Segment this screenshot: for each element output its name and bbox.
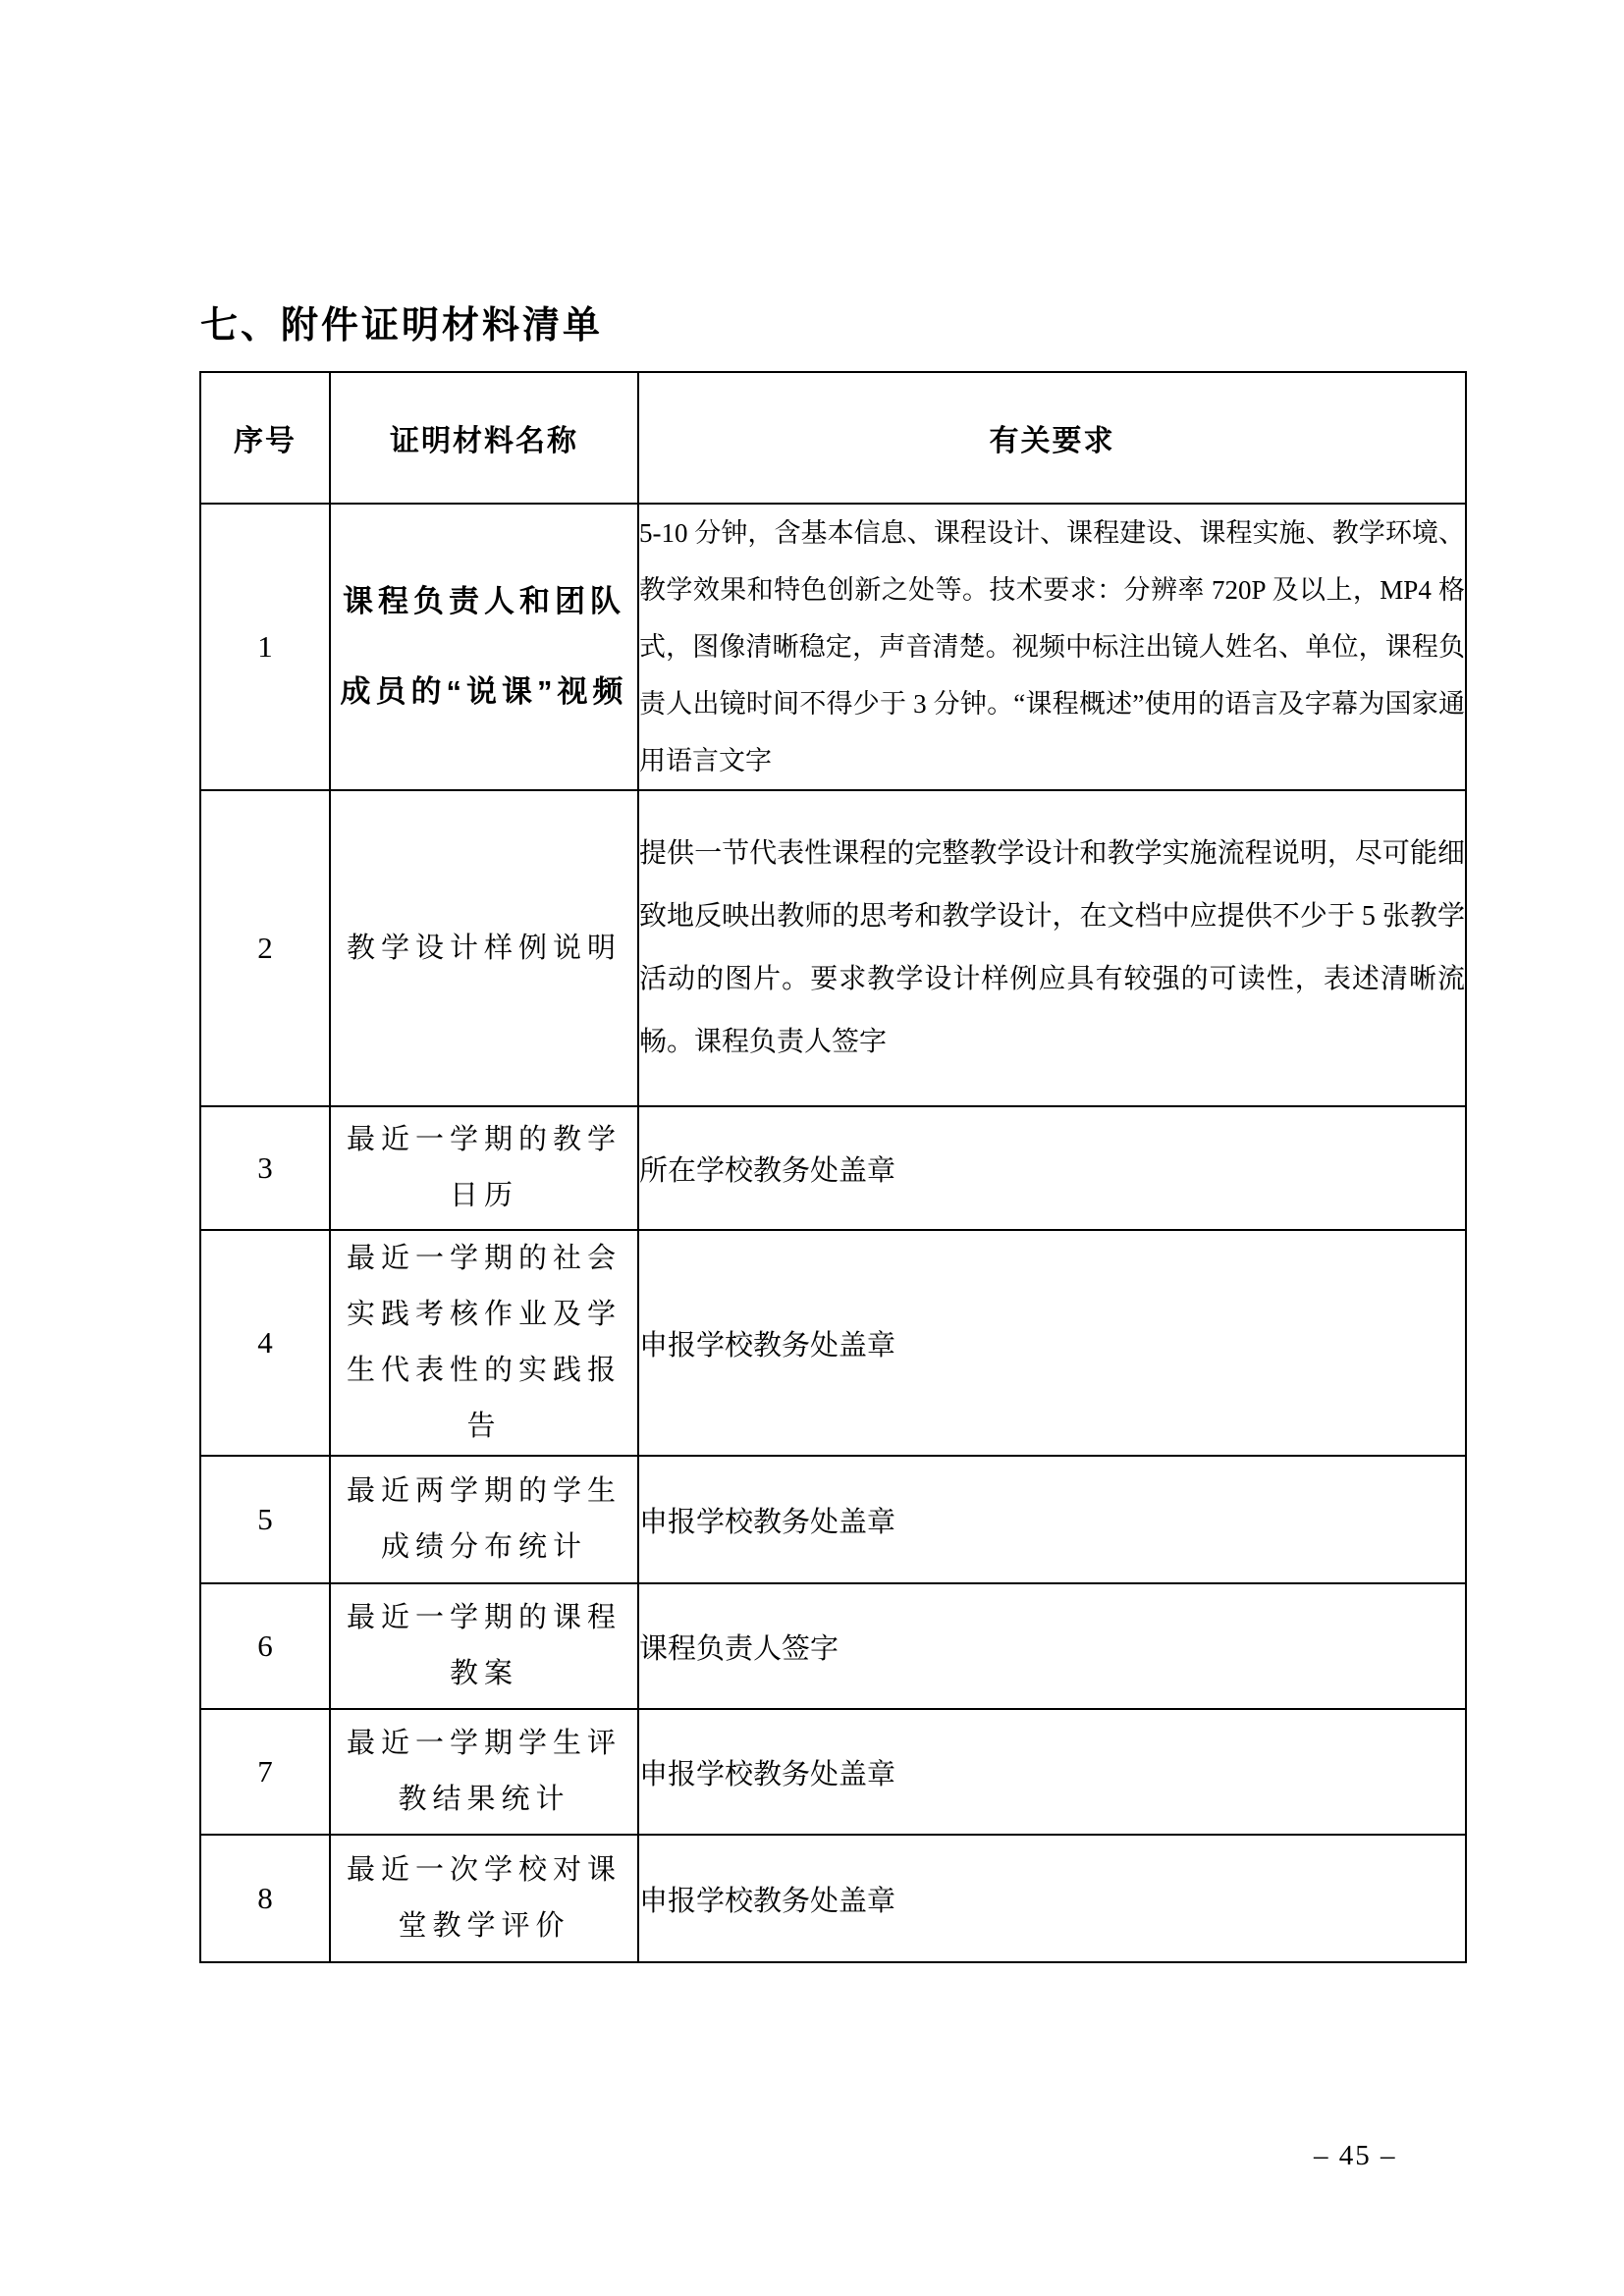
table-row [200, 504, 1466, 790]
row-number: 5 [200, 1456, 330, 1583]
material-name [330, 790, 638, 1106]
material-name [330, 1456, 638, 1583]
row-number: 4 [200, 1230, 330, 1456]
material-requirement: 5-10 分钟，含基本信息、课程设计、课程建设、课程实施、教学环境、教学效果和特色创新之处等。技术要求：分辨率 720P 及以上，MP4 格式，图像清晰稳定，声音清楚。视频中标注出镜人姓名、单位，课程负责人出镜时间不得少于 3 分钟。“课程概述”使用的语言及字幕为国家通用语言文字 [638, 504, 1466, 790]
material-name-line: 告 [466, 1411, 502, 1442]
table-row [200, 1583, 1466, 1709]
table-row [200, 1106, 1466, 1230]
material-name [330, 1583, 638, 1709]
material-name-line: 最近两学期的学生 [346, 1475, 622, 1507]
page-number: – 45 – [1314, 2140, 1397, 2171]
material-name-line: 最近一学期的社会 [346, 1243, 622, 1274]
material-requirement: 申报学校教务处盖章 [638, 1456, 1466, 1583]
material-name-line: 教结果统计 [398, 1784, 570, 1815]
table-row [200, 790, 1466, 1106]
material-requirement: 课程负责人签字 [638, 1583, 1466, 1709]
row-number: 2 [200, 790, 330, 1106]
table-header-row [200, 372, 1466, 504]
material-name-line: 实践考核作业及学 [346, 1299, 622, 1330]
material-name-line: 日历 [449, 1180, 518, 1211]
material-name-line: 堂教学评价 [398, 1910, 570, 1942]
col-header-req: 有关要求 [638, 372, 1466, 504]
material-name-line: 生代表性的实践报 [346, 1355, 622, 1386]
row-number: 7 [200, 1709, 330, 1835]
material-name-line: 最近一学期学生评 [346, 1728, 622, 1759]
material-requirement: 申报学校教务处盖章 [638, 1709, 1466, 1835]
material-name [330, 504, 638, 790]
row-number: 1 [200, 504, 330, 790]
material-name [330, 1709, 638, 1835]
material-name-line: 最近一学期的课程 [346, 1602, 622, 1633]
material-name-line: 成员的“说课”视频 [340, 674, 628, 709]
table-row [200, 1709, 1466, 1835]
material-name [330, 1835, 638, 1962]
material-name-line: 成绩分布统计 [380, 1531, 587, 1563]
material-name-line: 课程负责人和团队 [343, 584, 625, 618]
table-row [200, 1456, 1466, 1583]
material-name-line: 最近一次学校对课 [346, 1854, 622, 1886]
row-number: 8 [200, 1835, 330, 1962]
materials-table [199, 371, 1467, 1963]
table-row [200, 1230, 1466, 1456]
row-number: 3 [200, 1106, 330, 1230]
col-header-no: 序号 [200, 372, 330, 504]
material-name-line: 最近一学期的教学 [346, 1124, 622, 1155]
table-row [200, 1835, 1466, 1962]
col-header-name: 证明材料名称 [330, 372, 638, 504]
section-title: 七、附件证明材料清单 [200, 305, 604, 347]
material-requirement: 申报学校教务处盖章 [638, 1230, 1466, 1456]
material-name [330, 1230, 638, 1456]
material-requirement: 所在学校教务处盖章 [638, 1106, 1466, 1230]
material-requirement: 申报学校教务处盖章 [638, 1835, 1466, 1962]
material-name-line: 教学设计样例说明 [346, 932, 622, 964]
material-name [330, 1106, 638, 1230]
row-number: 6 [200, 1583, 330, 1709]
material-requirement: 提供一节代表性课程的完整教学设计和教学实施流程说明，尽可能细致地反映出教师的思考和教学设计，在文档中应提供不少于 5 张教学活动的图片。要求教学设计样例应具有较强的可读性，表述清晰流畅。课程负责人签字 [638, 790, 1466, 1106]
material-name-line: 教案 [449, 1658, 518, 1689]
